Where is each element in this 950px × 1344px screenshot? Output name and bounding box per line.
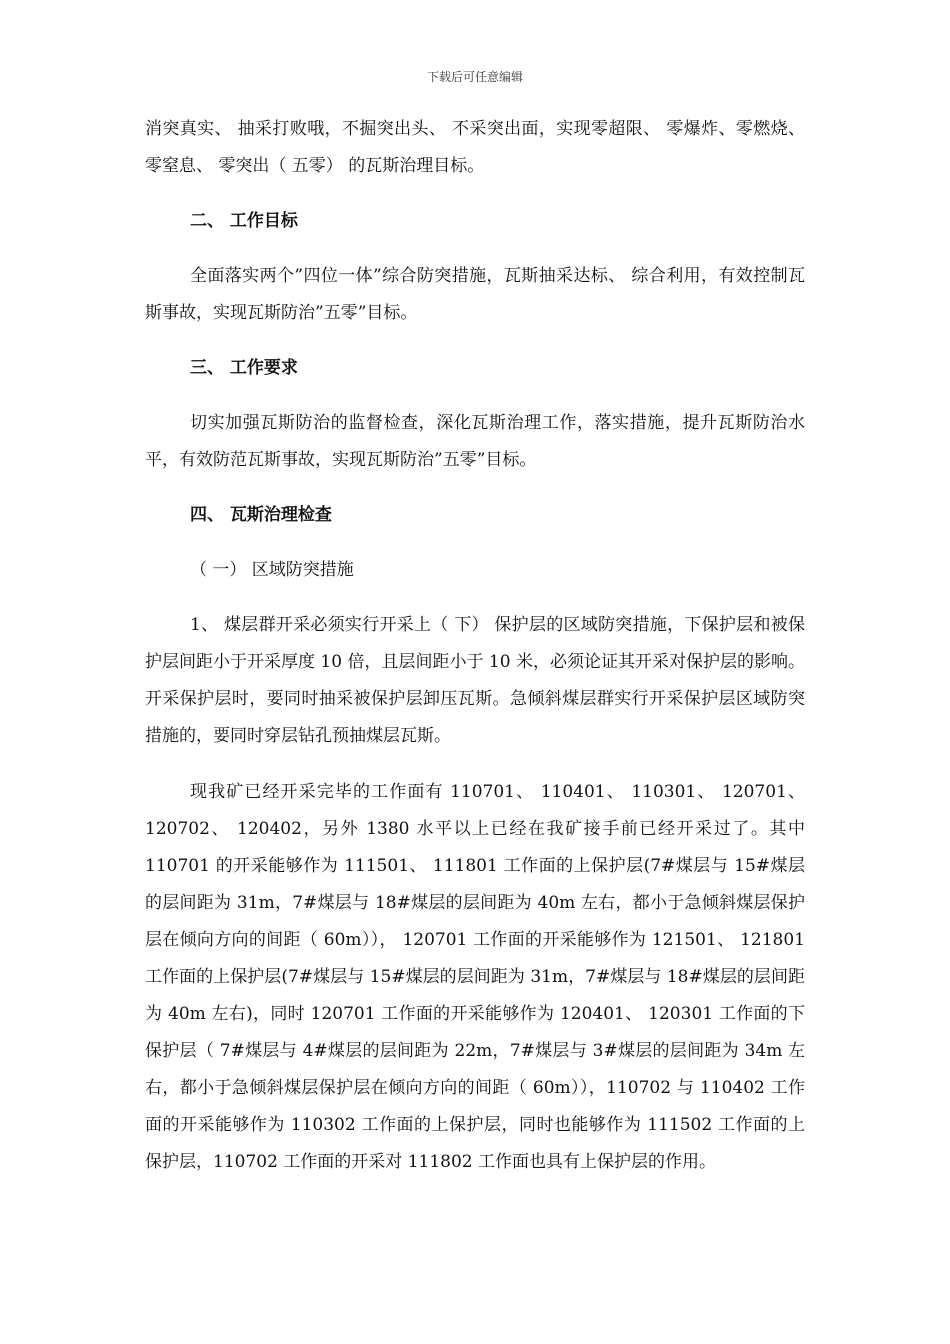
document-body bbox=[145, 111, 805, 1181]
section-heading-inspection: 四、 瓦斯治理检查 bbox=[190, 505, 332, 525]
goals-paragraph: 全面落实两个”四位一体”综合防突措施，瓦斯抽采达标、 综合利用，有效控制瓦斯事故，实现瓦斯防治”五零”目标。 bbox=[145, 266, 805, 323]
requirements-paragraph: 切实加强瓦斯防治的监督检查，深化瓦斯治理工作，落实措施，提升瓦斯防治水平，有效防范瓦斯事故，实现瓦斯防治”五零”目标。 bbox=[145, 413, 805, 470]
section-heading-requirements: 三、 工作要求 bbox=[190, 358, 298, 378]
subsection-heading-regional: （ 一） 区域防突措施 bbox=[190, 560, 354, 580]
intro-paragraph: 消突真实、 抽采打败哦，不掘突出头、 不采突出面，实现零超限、 零爆炸、零燃烧、 零窒息、 零突出（ 五零） 的瓦斯治理目标。 bbox=[145, 119, 805, 176]
header-note: 下载后可任意编辑 bbox=[426, 70, 523, 84]
item-1-paragraph: 1、 煤层群开采必须实行开采上（ 下） 保护层的区域防突措施，下保护层和被保护层间距小于开采厚度 10 倍，且层间距小于 10 米，必须论证其开采对保护层的影响。开采保护层时，要同时抽采被保护层卸压瓦斯。急倾斜煤层群实行开采保护层区域防突措施的，要同时穿层钻孔预抽煤层瓦斯。 bbox=[145, 615, 805, 746]
status-paragraph: 现我矿已经开采完毕的工作面有 110701、 110401、 110301、 120701、 120702、 120402，另外 1380 水平以上已经在我矿接手前已经开采过了。其中110701 的开采能够作为 111501、 111801 工作面的上保护层(7#煤层与 15#煤层的层间距为 31m，7#煤层与 18#煤层的层间距为 40m 左右，都小于急倾斜煤层保护层在倾向方向的间距（ 60m））， 120701 工作面的开采能够作为 121501、 121801 工作面的上保护层(7#煤层与 15#煤层的层间距为 31m，7#煤层与 18#煤层的层间距为 40m 左右)，同时 120701 工作面的开采能够作为 120401、 120301 工作面的下保护层（ 7#煤层与 4#煤层的层间距为 22m，7#煤层与 3#煤层的层间距为 34m 左右，都小于急倾斜煤层保护层在倾向方向的间距（ 60m）），110702 与 110402 工作面的开采能够作为 110302 工作面的上保护层，同时也能够作为 111502 工作面的上保护层，110702 工作面的开采对 111802 工作面也具有上保护层的作用。 bbox=[145, 782, 805, 1172]
section-heading-goals: 二、 工作目标 bbox=[190, 211, 298, 231]
